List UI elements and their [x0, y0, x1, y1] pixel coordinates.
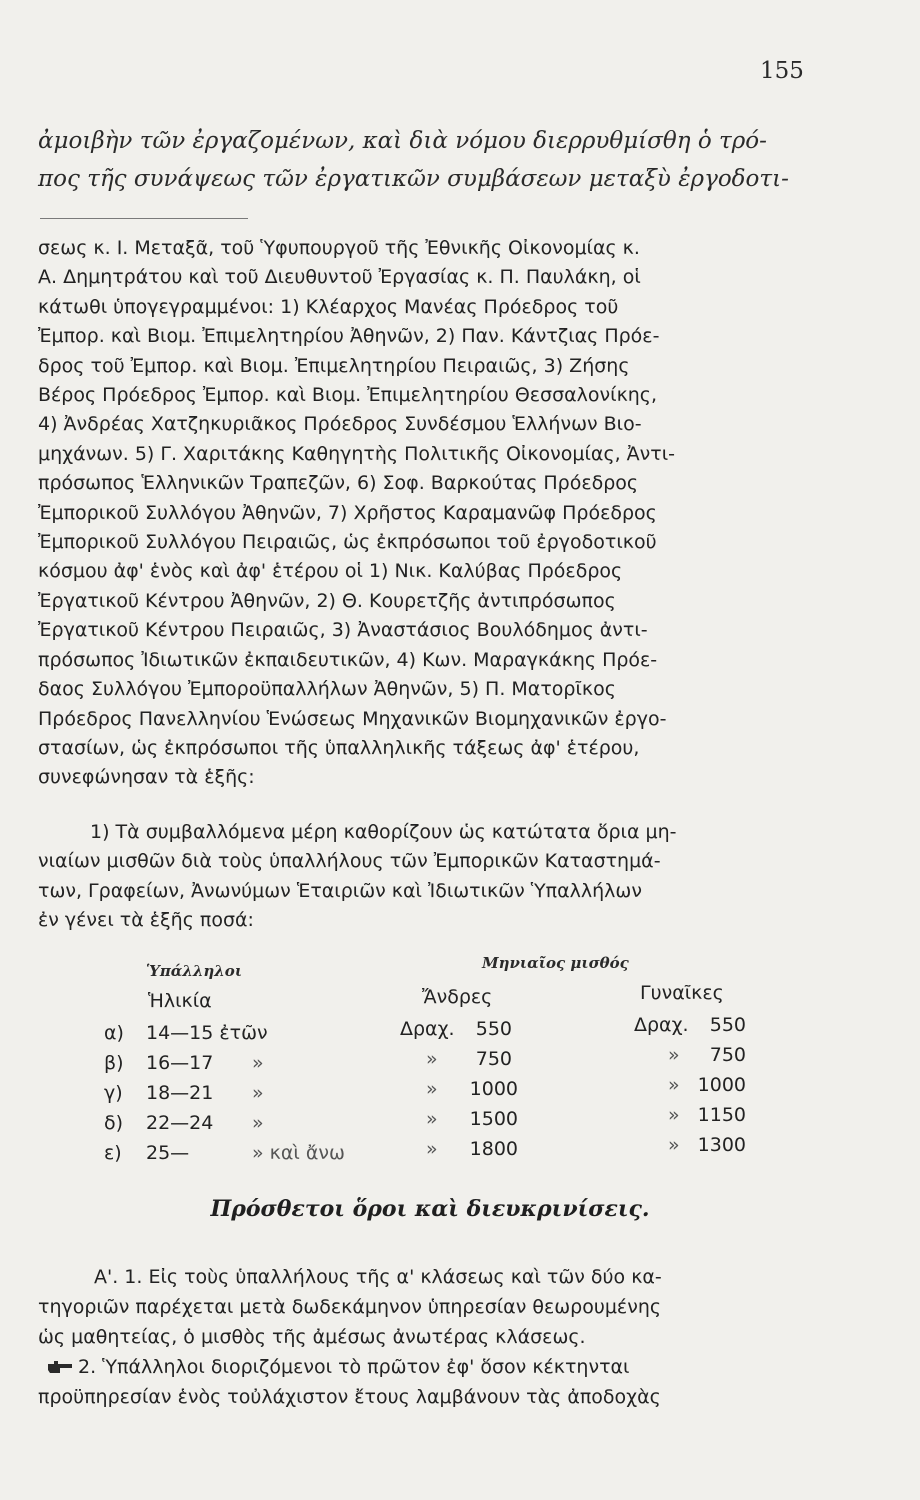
- row-label: ε): [104, 1142, 122, 1164]
- text-line: Πρόεδρος Πανελληνίου Ἑνώσεως Μηχανικῶν Βιομηχανικῶν ἐργο-: [38, 707, 667, 730]
- age-ditto: »: [252, 1052, 264, 1074]
- text-line: 1) Τὰ συμβαλλόμενα μέρη καθορίζουν ὡς κατώτατα ὅρια μη-: [90, 821, 677, 843]
- age-cell: 14—15 ἐτῶν: [146, 1022, 268, 1044]
- row-label: γ): [104, 1082, 123, 1104]
- table-header-salary: Μηνιαῖος μισθός: [482, 954, 629, 972]
- text-line: δαος Συλλόγου Ἐμποροϋπαλλήλων Ἀθηνῶν, 5) Π. Ματορῖκος: [38, 678, 616, 701]
- term-2-text: 2. Ὑπάλληλοι διοριζόμενοι τὸ πρῶτον ἐφ' ὅσον κέκτηνται: [78, 1356, 630, 1378]
- row-label: δ): [104, 1112, 124, 1134]
- text-line: στασίων, ὡς ἐκπρόσωποι τῆς ὑπαλληλικῆς τάξεως ἀφ' ἑτέρου,: [38, 736, 640, 759]
- text-line: Ἐργατικοῦ Κέντρου Πειραιῶς, 3) Ἀναστάσιος Βουλόδημος ἀντι-: [38, 619, 648, 642]
- text-line: ὡς μαθητείας, ὁ μισθὸς τῆς ἀμέσως ἀνωτέρας κλάσεως.: [38, 1326, 586, 1348]
- additional-terms: [38, 1262, 828, 1412]
- text-line: συνεφώνησαν τὰ ἑξῆς:: [38, 766, 255, 789]
- age-ditto: »: [252, 1112, 264, 1134]
- men-salary: 1500: [469, 1108, 518, 1130]
- men-prefix: »: [426, 1078, 438, 1100]
- row-label: β): [104, 1052, 124, 1074]
- table-header-employees: Ὑπάλληλοι: [146, 962, 243, 980]
- women-salary: 1150: [697, 1104, 746, 1126]
- text-line: Ἐργατικοῦ Κέντρου Ἀθηνῶν, 2) Θ. Κουρετζῆς ἀντιπρόσωπος: [38, 589, 616, 612]
- text-line: Α. Δημητράτου καὶ τοῦ Διευθυντοῦ Ἐργασίας κ. Π. Παυλάκη, οἱ: [38, 266, 641, 289]
- men-salary: 550: [475, 1018, 512, 1040]
- men-prefix: »: [426, 1108, 438, 1130]
- women-salary: 1300: [697, 1134, 746, 1156]
- column-header-women: Γυναῖκες: [640, 982, 724, 1004]
- top-paragraph: [38, 122, 828, 198]
- women-prefix: Δραχ.: [634, 1014, 689, 1036]
- text-line: Ἐμπορικοῦ Συλλόγου Πειραιῶς, ὡς ἐκπρόσωποι τοῦ ἐργοδοτικοῦ: [38, 531, 657, 554]
- text-line: ἀμοιβὴν τῶν ἐργαζομένων, καὶ διὰ νόμου διερρυθμίσθη ὁ τρό-: [38, 128, 767, 154]
- women-salary: 550: [709, 1014, 746, 1036]
- text-line: πος τῆς συνάψεως τῶν ἐργατικῶν συμβάσεων μεταξὺ ἐργοδοτι-: [38, 166, 789, 192]
- text-line: δρος τοῦ Ἐμπορ. καὶ Βιομ. Ἐπιμελητηρίου Πειραιῶς, 3) Ζήσης: [38, 354, 630, 377]
- text-line: σεως κ. Ι. Μεταξᾶ, τοῦ Ὑφυπουργοῦ τῆς Ἐθνικῆς Οἰκονομίας κ.: [38, 237, 640, 259]
- page-number: 155: [760, 58, 804, 84]
- column-header-age: Ἡλικία: [148, 990, 212, 1012]
- women-prefix: »: [668, 1134, 680, 1156]
- text-line: τηγοριῶν παρέχεται μετὰ δωδεκάμηνον ὑπηρεσίαν θεωρουμένης: [38, 1296, 662, 1318]
- women-prefix: »: [668, 1074, 680, 1096]
- text-line: κόσμου ἀφ' ἑνὸς καὶ ἀφ' ἑτέρου οἱ 1) Νικ. Καλύβας Πρόεδρος: [38, 560, 623, 583]
- footnote-divider: [40, 218, 248, 219]
- women-salary: 750: [709, 1044, 746, 1066]
- row-label: α): [104, 1022, 124, 1044]
- men-salary: 1000: [469, 1078, 518, 1100]
- women-prefix: »: [668, 1044, 680, 1066]
- age-cell: 18—21: [146, 1082, 214, 1104]
- age-cell: 25—: [146, 1142, 190, 1164]
- text-line: ἐν γένει τὰ ἑξῆς ποσά:: [38, 909, 254, 932]
- body-paragraph: [38, 234, 828, 793]
- men-prefix: »: [426, 1048, 438, 1070]
- age-ditto: »: [252, 1082, 264, 1104]
- women-salary: 1000: [697, 1074, 746, 1096]
- men-salary: 1800: [469, 1138, 518, 1160]
- clause-1: [38, 818, 828, 936]
- men-prefix: »: [426, 1138, 438, 1160]
- pointing-hand-icon: [46, 1358, 74, 1376]
- text-line: νιαίων μισθῶν διὰ τοὺς ὑπαλλήλους τῶν Ἐμπορικῶν Καταστημά-: [38, 850, 661, 873]
- text-line: 4) Ἀνδρέας Χατζηκυριᾶκος Πρόεδρος Συνδέσμου Ἑλλήνων Βιο-: [38, 413, 642, 436]
- men-prefix: Δραχ.: [400, 1018, 455, 1040]
- section-title: Πρόσθετοι ὅροι καὶ διευκρινίσεις.: [210, 1196, 650, 1222]
- age-cell: 16—17: [146, 1052, 214, 1074]
- column-header-men: Ἄνδρες: [422, 986, 493, 1008]
- text-line: κάτωθι ὑπογεγραμμένοι: 1) Κλέαρχος Μανέας Πρόεδρος τοῦ: [38, 295, 619, 318]
- age-ditto: » καὶ ἄνω: [252, 1142, 345, 1164]
- text-line: πρόσωπος Ἰδιωτικῶν ἐκπαιδευτικῶν, 4) Κων. Μαραγκάκης Πρόε-: [38, 648, 658, 671]
- age-cell: 22—24: [146, 1112, 214, 1134]
- text-line: Α'. 1. Εἰς τοὺς ὑπαλλήλους τῆς α' κλάσεως καὶ τῶν δύο κα-: [94, 1266, 662, 1288]
- women-prefix: »: [668, 1104, 680, 1126]
- text-line: Ἐμπορικοῦ Συλλόγου Ἀθηνῶν, 7) Χρῆστος Καραμανῶφ Πρόεδρος: [38, 501, 657, 524]
- text-line: μηχάνων. 5) Γ. Χαριτάκης Καθηγητὴς Πολιτικῆς Οἰκονομίας, Ἀντι-: [38, 442, 676, 465]
- text-line-with-icon: [38, 1352, 828, 1382]
- men-salary: 750: [475, 1048, 512, 1070]
- text-line: Ἐμπορ. καὶ Βιομ. Ἐπιμελητηρίου Ἀθηνῶν, 2) Παν. Κάντζιας Πρόε-: [38, 325, 660, 348]
- text-line: των, Γραφείων, Ἀνωνύμων Ἑταιριῶν καὶ Ἰδιωτικῶν Ὑπαλλήλων: [38, 879, 642, 902]
- text-line: Βέρος Πρόεδρος Ἐμπορ. καὶ Βιομ. Ἐπιμελητηρίου Θεσσαλονίκης,: [38, 384, 657, 407]
- text-line: πρόσωπος Ἑλληνικῶν Τραπεζῶν, 6) Σοφ. Βαρκούτας Πρόεδρος: [38, 472, 639, 495]
- text-line: προϋπηρεσίαν ἑνὸς τοὐλάχιστον ἔτους λαμβάνουν τὰς ἀποδοχὰς: [38, 1386, 661, 1408]
